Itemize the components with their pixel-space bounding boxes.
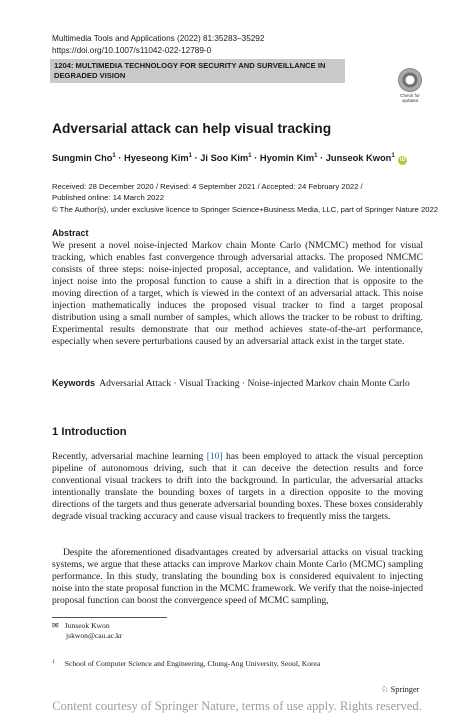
footnote-divider bbox=[52, 617, 167, 618]
paragraph-text: Recently, adversarial machine learning bbox=[52, 451, 207, 462]
published-date: Published online: 14 March 2022 bbox=[52, 193, 164, 203]
publication-dates bbox=[52, 181, 438, 215]
author-affiliation-mark: 1 bbox=[188, 153, 192, 159]
springer-horse-icon: ♘ bbox=[381, 685, 389, 694]
author-affiliation-mark: 1 bbox=[248, 153, 252, 159]
corresponding-author-email[interactable]: jskwon@cau.ac.kr bbox=[66, 631, 123, 641]
copyright-line: © The Author(s), under exclusive licence to Springer Science+Business Media, LLC, part of Springer Nature 2022 bbox=[52, 204, 439, 214]
corresponding-author bbox=[52, 621, 122, 642]
article-title: Adversarial attack can help visual tracking bbox=[52, 121, 332, 136]
envelope-icon: ✉ bbox=[52, 621, 59, 630]
author-affiliation-mark: 1 bbox=[112, 153, 116, 159]
publisher-name: Springer bbox=[390, 685, 420, 694]
section-heading-introduction: 1 Introduction bbox=[52, 426, 127, 438]
check-for-updates-button[interactable] bbox=[394, 68, 426, 103]
paragraph-text: has been employed to attack the visual perception pipeline of autonomous driving, such that it can deceive the detection results and force conventional visual trackers to drift into the background. In particular, the adversarial attacks intentionally translate the bounding boxes of targets in a direction opposite to the moving directions of the targets and thus generate adversarial bounding boxes. These boxes considerably degrade visual tracking accuracy and cause visual trackers to frequently miss the targets. bbox=[52, 451, 423, 523]
author-name[interactable]: Hyeseong Kim bbox=[124, 153, 189, 163]
keywords-label: Keywords bbox=[52, 378, 96, 388]
paragraph bbox=[52, 451, 423, 523]
author-affiliation-mark: 1 bbox=[391, 153, 395, 159]
abstract-heading: Abstract bbox=[52, 228, 89, 238]
check-updates-label: Check for updates bbox=[400, 93, 420, 103]
keywords-list: Adversarial Attack · Visual Tracking · Noise-injected Markov chain Monte Carlo bbox=[99, 378, 410, 389]
courtesy-watermark: Content courtesy of Springer Nature, terms of use apply. Rights reserved. bbox=[52, 699, 422, 713]
author-name[interactable]: Ji Soo Kim bbox=[200, 153, 249, 163]
corresponding-author-name: Junseok Kwon bbox=[64, 621, 110, 630]
journal-citation: Multimedia Tools and Applications (2022) 81:35283–35292 bbox=[52, 34, 265, 43]
abstract-text: We present a novel noise-injected Markov chain Monte Carlo (NMCMC) method for visual tracking, which enables fast convergence through adversarial attacks. The proposed NMCMC consists of three steps: noise-injected proposal, acceptance, and validation. We intentionally inject noise into the proposal function to cause a shift in a direction that is opposite to the moving direction of a target, which is viewed in the context of an adversarial attack. This noise injection mathematically induces the proposed visual tracker to find a target proposal distribution using a small number of samples, which allows the tracker to be robust to drifting. Experimental results demonstrate that our method achieves state-of-the-art performance, especially when severe perturbations caused by an adversarial attack exist in the target state. bbox=[52, 240, 423, 348]
doi-link[interactable]: https://doi.org/10.1007/s11042-022-12789-0 bbox=[52, 46, 212, 55]
author-list: Sungmin Cho$^1$ · Hyeseong Kim$^1$ · Ji Soo Kim$^1$ · Hyomin Kim$^1$ · Junseok Kwon$^1$ iD bbox=[52, 153, 406, 163]
history-dates: Received: 28 December 2020 / Revised: 4 September 2021 / Accepted: 24 February 2022 / bbox=[52, 182, 363, 191]
section-band: 1204: MULTIMEDIA TECHNOLOGY FOR SECURITY AND SURVEILLANCE IN DEGRADED VISION bbox=[50, 59, 345, 83]
check-updates-icon bbox=[398, 68, 422, 92]
affiliation-footnote bbox=[52, 659, 320, 668]
publisher-logo bbox=[381, 684, 419, 694]
author-name[interactable]: Sungmin Cho bbox=[52, 153, 113, 163]
author-name[interactable]: Hyomin Kim bbox=[259, 153, 315, 163]
affiliation-text: School of Computer Science and Engineering, Chung-Ang University, Seoul, Korea bbox=[64, 659, 321, 668]
author-name[interactable]: Junseok Kwon bbox=[325, 153, 392, 163]
affiliation-number: 1 bbox=[52, 659, 55, 665]
keywords bbox=[52, 377, 423, 390]
author-affiliation-mark: 1 bbox=[314, 153, 318, 159]
paragraph: Despite the aforementioned disadvantages created by adversarial attacks on visual tracking systems, we argue that these attacks can improve Markov chain Monte Carlo (MCMC) sampling performance. In this study, translating the bounding box is considered equivalent to injecting noise into the state proposal function in the MCMC framework. We verify that the noise-injected proposal function can boost the convergence speed of MCMC sampling, bbox=[52, 547, 423, 607]
citation-link[interactable]: [10] bbox=[206, 451, 223, 462]
orcid-icon[interactable]: iD bbox=[400, 157, 406, 163]
